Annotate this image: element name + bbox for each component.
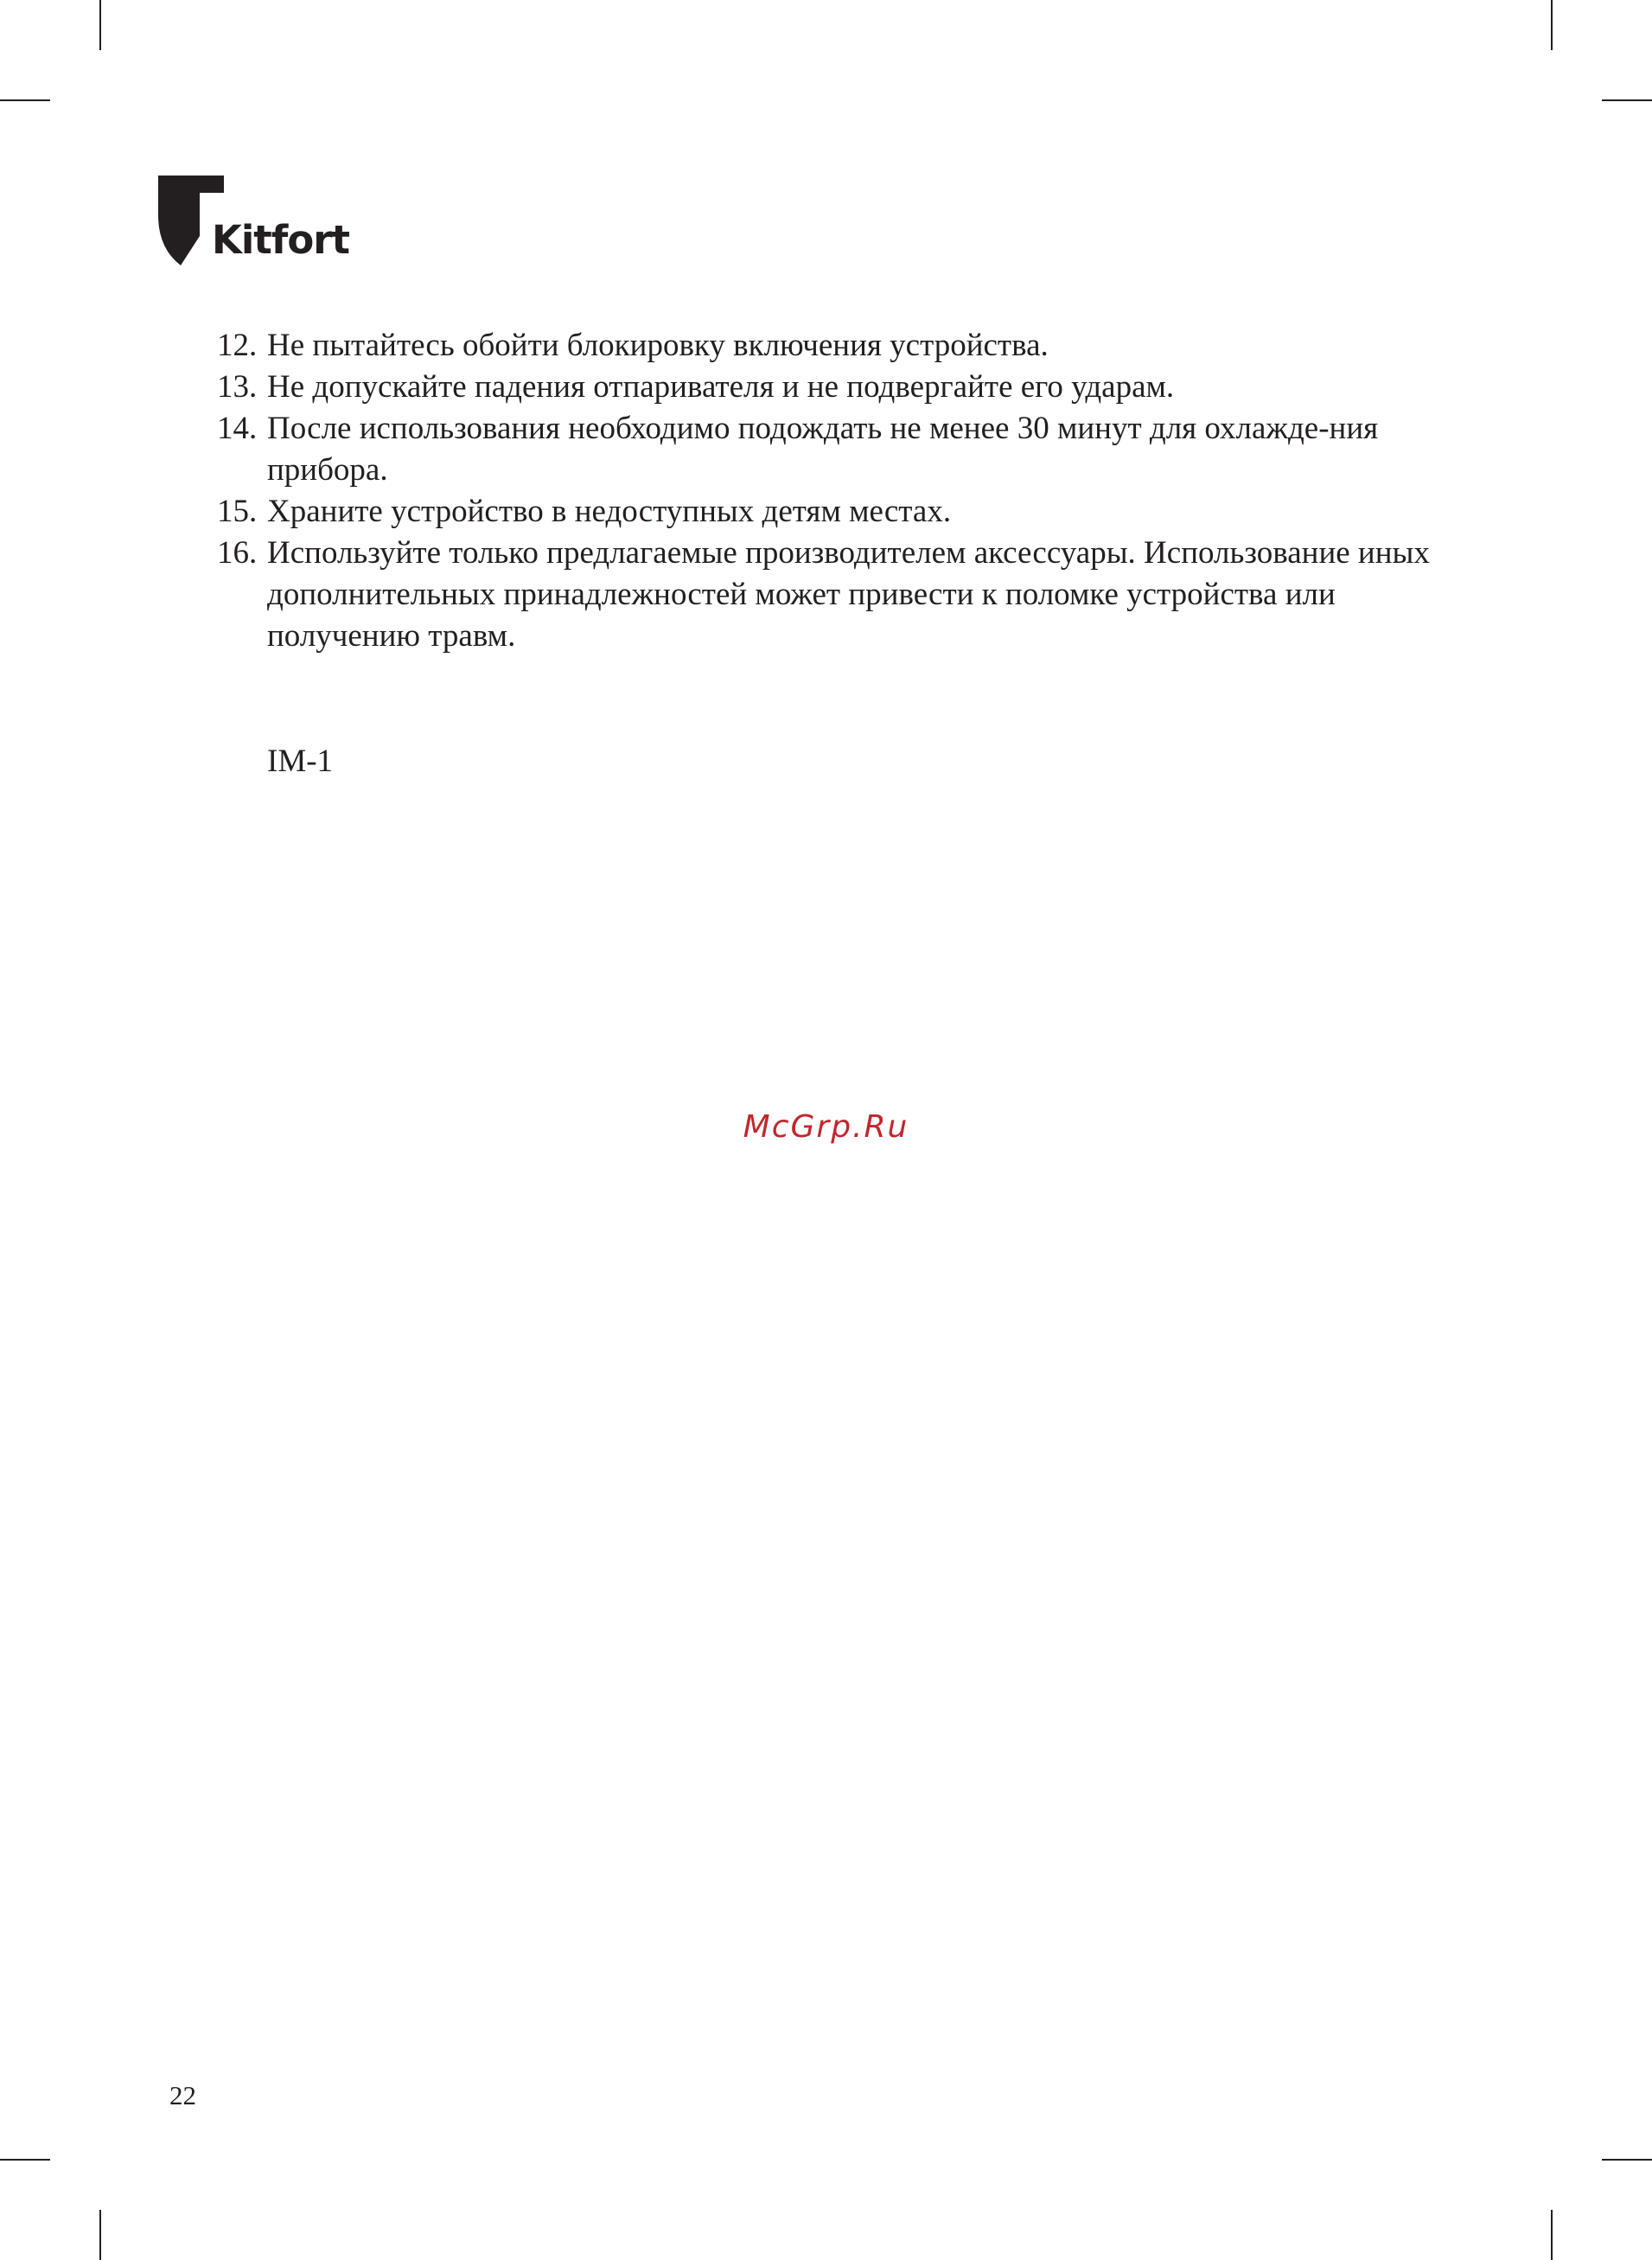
document-code: IM-1 (267, 744, 334, 779)
list-item (212, 533, 1457, 657)
list-item (212, 325, 1457, 367)
crop-mark-top-left (0, 99, 50, 101)
crop-mark-bottom-left (0, 2159, 50, 2161)
kitfort-logo (158, 176, 366, 271)
brand-name: Kitfort (212, 217, 350, 263)
list-item-text: Не допускайте падения отпаривателя и не подвергайте его ударам. (267, 369, 1175, 405)
crop-mark-top-right (1551, 0, 1553, 50)
list-item-number: 13. (217, 369, 258, 405)
crop-mark-bottom-left (99, 2210, 101, 2260)
list-item (212, 408, 1457, 491)
crop-mark-top-left (99, 0, 101, 50)
list-item-text: Не пытайтесь обойти блокировку включения устройства. (267, 328, 1049, 363)
list-item-text: Храните устройство в недоступных детям местах. (267, 494, 952, 529)
list-item-text: После использования необходимо подождать не менее 30 минут для охлажде-ния прибора. (267, 411, 1379, 488)
list-item-number: 15. (217, 494, 258, 529)
safety-instructions-list (212, 325, 1457, 657)
list-item-number: 16. (217, 535, 258, 571)
crop-mark-bottom-right (1551, 2210, 1553, 2260)
list-item (212, 491, 1457, 533)
crop-mark-top-right (1602, 99, 1652, 101)
list-item-number: 12. (217, 328, 258, 363)
crop-mark-bottom-right (1602, 2159, 1652, 2161)
list-item-text: Используйте только предлагаемые производителем аксессуары. Использование иных дополнительных принадлежностей может привести к поломке устройства или получению травм. (267, 535, 1430, 654)
list-item-number: 14. (217, 411, 258, 446)
list-item (212, 367, 1457, 408)
page-number: 22 (169, 2080, 196, 2110)
watermark-link[interactable]: McGrp.Ru (743, 1109, 909, 1145)
